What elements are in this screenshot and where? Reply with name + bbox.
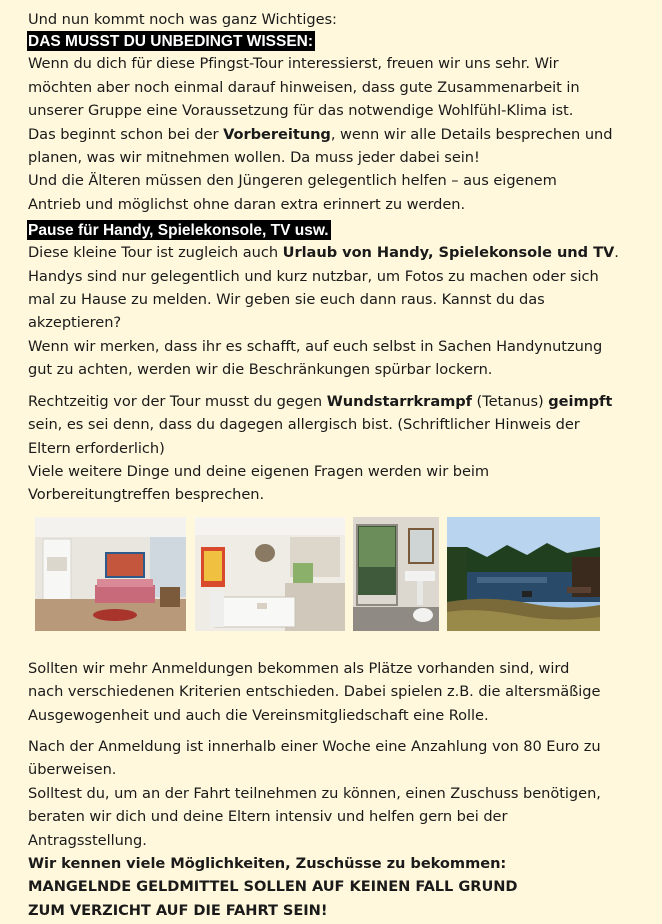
text-line: planen, was wir mitnehmen wollen. Da muss jeder dabei sein! (28, 149, 480, 167)
bathroom-photo (353, 517, 439, 631)
section-heading-wissen: DAS MUSST DU UNBEDINGT WISSEN: (28, 33, 314, 51)
text-line: akzeptieren? (28, 314, 122, 332)
text-line: Nach der Anmeldung ist innerhalb einer Woche eine Anzahlung von 80 Euro zu (28, 737, 601, 755)
text-line: Handys sind nur gelegentlich und kurz nutzbar, um Fotos zu machen oder sich (28, 267, 599, 285)
text-line: möchten aber noch einmal darauf hinweisen, dass gute Zusammenarbeit in (28, 78, 580, 96)
section-heading-pause: Pause für Handy, Spielekonsole, TV usw. (28, 222, 329, 240)
closing-line: Wir kennen viele Möglichkeiten, Zuschüsse zu bekommen: (28, 854, 507, 872)
text-line: Wenn wir merken, dass ihr es schafft, auf euch selbst in Sachen Handynutzung (28, 337, 603, 355)
closing-line: MANGELNDE GELDMITTEL SOLLEN AUF KEINEN FALL GRUND (28, 878, 518, 896)
lake-photo (447, 517, 600, 631)
kitchen-photo (195, 517, 345, 631)
text-line: mal zu Hause zu melden. Wir geben sie euch dann raus. Kannst du das (28, 291, 545, 309)
text-line: gut zu achten, werden wir die Beschränkungen spürbar lockern. (28, 361, 493, 379)
photo-strip (28, 517, 662, 647)
living-room-photo (35, 517, 186, 631)
text-line: Solltest du, um an der Fahrt teilnehmen zu können, einen Zuschuss benötigen, (28, 784, 601, 802)
text-line: nach verschiedenen Kriterien entschieden. Dabei spielen z.B. die altersmäßige (28, 683, 601, 701)
text-line: beraten wir dich und deine Eltern intensiv und helfen gern bei der (28, 808, 508, 826)
text-line: Antrieb und möglichst ohne daran extra erinnert zu werden. (28, 195, 466, 213)
text-line: Ausgewogenheit und auch die Vereinsmitgliedschaft eine Rolle. (28, 706, 489, 724)
text-line: sein, es sei denn, dass du dagegen allergisch bist. (Schriftlicher Hinweis der (28, 416, 580, 434)
text-line: Viele weitere Dinge und deine eigenen Fragen werden wir beim (28, 462, 490, 480)
intro-line: Und nun kommt noch was ganz Wichtiges: (28, 11, 337, 28)
text-line: Das beginnt schon bei der Vorbereitung, wenn wir alle Details besprechen und (28, 125, 613, 143)
emphasis-wundstarrkrampf: Wundstarrkrampf (326, 392, 472, 410)
emphasis-vorbereitung: Vorbereitung (223, 125, 331, 143)
text-line: Und die Älteren müssen den Jüngeren gelegentlich helfen – aus eigenem (28, 172, 557, 190)
text-line: Wenn du dich für diese Pfingst-Tour interessierst, freuen wir uns sehr. Wir (28, 55, 559, 73)
emphasis-urlaub: Urlaub von Handy, Spielekonsole und TV (282, 244, 615, 262)
text-line: unserer Gruppe eine Voraussetzung für das notwendige Wohlfühl-Klima ist. (28, 102, 574, 120)
text-line: Antragsstellung. (28, 831, 147, 849)
text-line: Eltern erforderlich) (28, 439, 165, 457)
text-line: Rechtzeitig vor der Tour musst du gegen Wundstarrkrampf (Tetanus) geimpft (28, 392, 613, 410)
text-line: Sollten wir mehr Anmeldungen bekommen als Plätze vorhanden sind, wird (28, 659, 570, 677)
text-line: Vorbereitungtreffen besprechen. (28, 486, 265, 504)
emphasis-geimpft: geimpft (548, 392, 613, 410)
closing-line: ZUM VERZICHT AUF DIE FAHRT SEIN! (28, 901, 328, 919)
text-line: überweisen. (28, 761, 117, 779)
text-line: Diese kleine Tour ist zugleich auch Urlaub von Handy, Spielekonsole und TV. (28, 244, 619, 262)
